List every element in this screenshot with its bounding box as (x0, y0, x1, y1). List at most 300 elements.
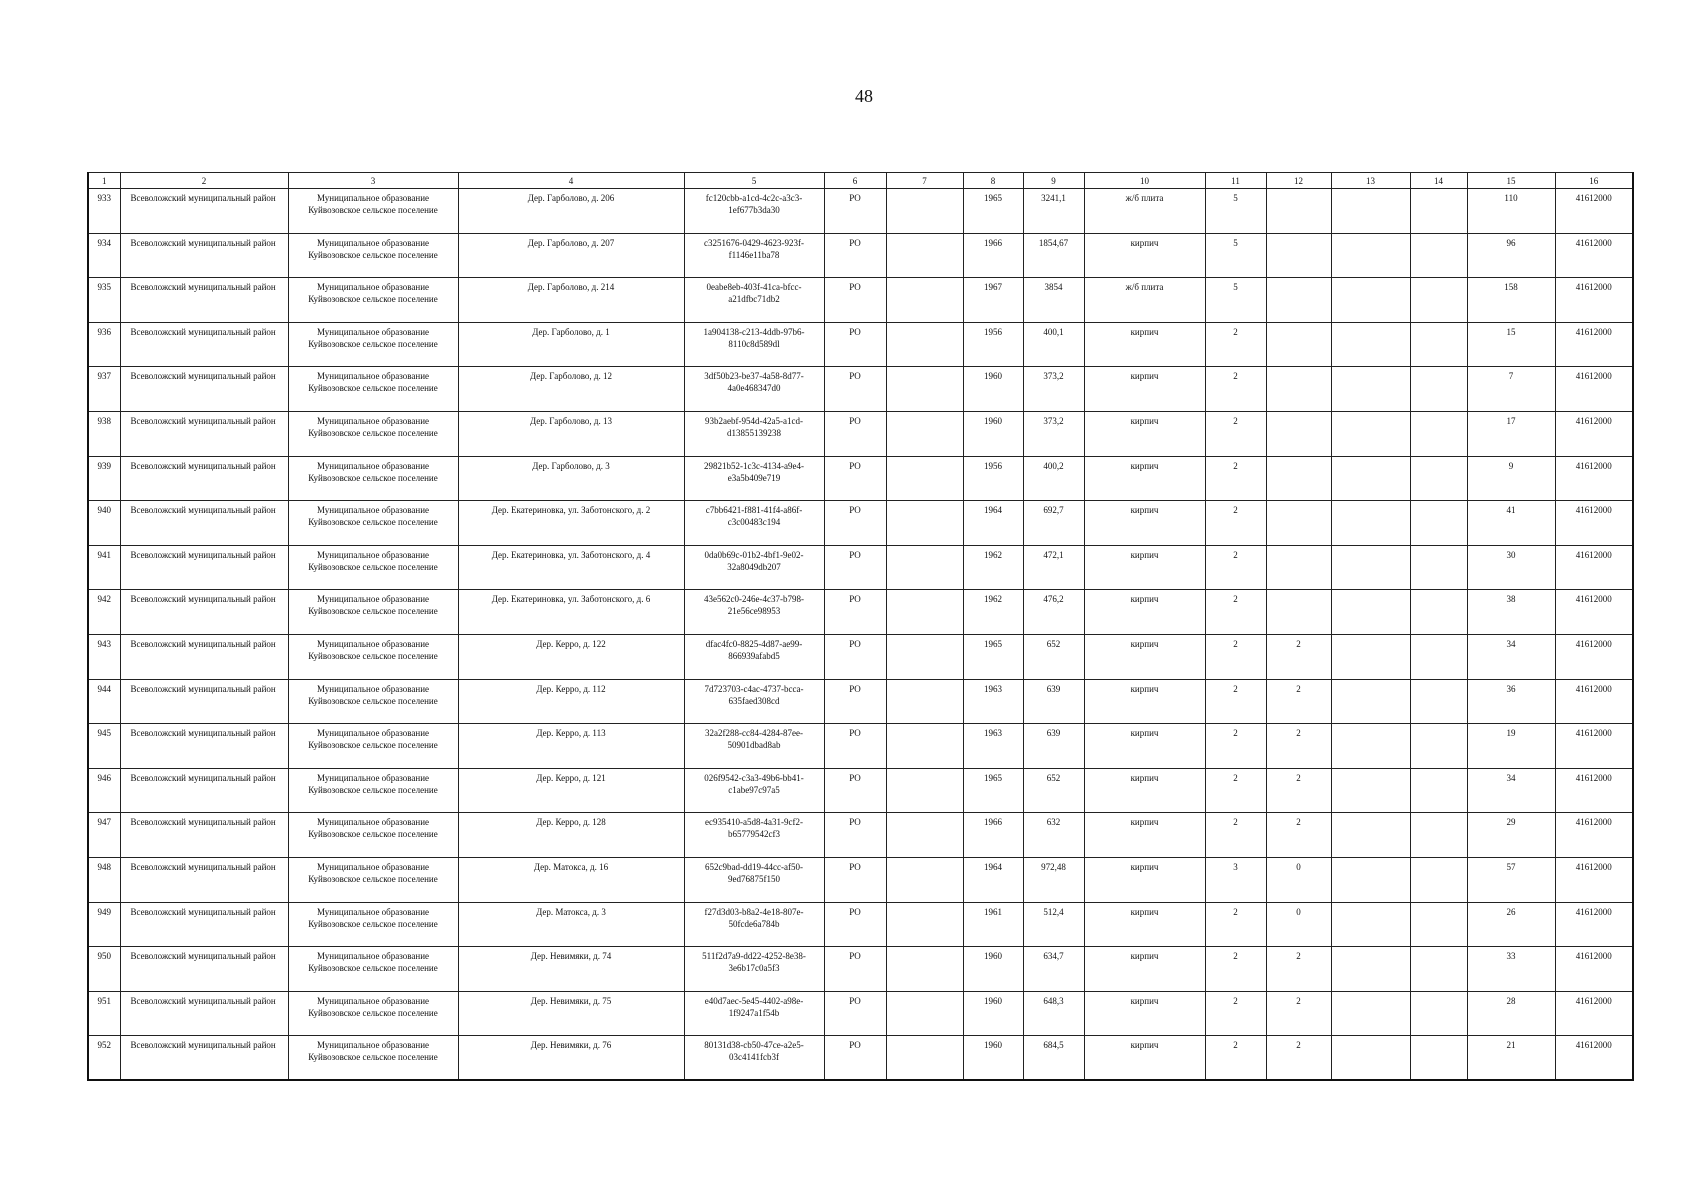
municipality-cell-text: Куйвозовское сельское поселение (308, 249, 438, 260)
oktmo-cell (1555, 278, 1633, 323)
column-13-cell (1331, 947, 1410, 992)
area-cell (1023, 947, 1084, 992)
guid-cell-text: 29821b52-1c3c-4134-a9e4- (704, 460, 804, 471)
municipality-cell-text: Куйвозовское сельское поселение (308, 517, 438, 528)
column-7-cell (886, 1036, 963, 1081)
municipality-cell-text: Куйвозовское сельское поселение (308, 383, 438, 394)
municipality-cell-text: Куйвозовское сельское поселение (308, 1052, 438, 1063)
column-13-cell (1331, 991, 1410, 1036)
guid-cell-text: 866939afabd5 (728, 650, 780, 661)
oktmo-cell (1555, 545, 1633, 590)
row-number-cell (88, 367, 120, 412)
district-cell (120, 991, 288, 1036)
column-7-cell (886, 947, 963, 992)
column-6-cell (824, 768, 886, 813)
column-14-cell (1410, 456, 1467, 501)
column-12-cell (1266, 902, 1331, 947)
guid-cell-text: c3c00483c194 (727, 517, 781, 528)
row-number-cell-text: 938 (97, 415, 111, 426)
material-cell-text: кирпич (1130, 951, 1159, 962)
oktmo-cell (1555, 813, 1633, 858)
column-7-cell (886, 411, 963, 456)
column-header-12: 12 (1266, 173, 1331, 189)
column-14-cell (1410, 411, 1467, 456)
guid-cell-text: a21dfbc71db2 (728, 294, 780, 305)
municipality-cell-text: Муниципальное образование (316, 906, 430, 917)
floors-cell (1205, 724, 1266, 769)
table-row (88, 456, 1633, 501)
floors-cell (1205, 857, 1266, 902)
municipality-cell-text: Куйвозовское сельское поселение (308, 338, 438, 349)
municipality-cell (288, 501, 458, 546)
table-row (88, 634, 1633, 679)
column-15-cell (1467, 991, 1555, 1036)
column-14-cell (1410, 813, 1467, 858)
year-cell-text: 1966 (984, 237, 1002, 248)
district-cell-text: Всеволожский муниципальный район (130, 772, 276, 783)
column-12-cell-text: 2 (1296, 817, 1301, 828)
year-cell (963, 456, 1023, 501)
district-cell (120, 1036, 288, 1081)
area-cell-text: 1854,67 (1038, 237, 1069, 248)
year-cell (963, 768, 1023, 813)
material-cell (1084, 947, 1205, 992)
material-cell (1084, 367, 1205, 412)
column-15-cell (1467, 456, 1555, 501)
column-14-cell (1410, 857, 1467, 902)
page-number: 48 (855, 86, 873, 106)
guid-cell (684, 768, 824, 813)
address-cell (458, 679, 684, 724)
column-6-cell (824, 322, 886, 367)
oktmo-cell-text: 41612000 (1575, 817, 1612, 828)
floors-cell-text: 2 (1233, 817, 1238, 828)
column-14-cell (1410, 278, 1467, 323)
oktmo-cell-text: 41612000 (1575, 594, 1612, 605)
column-header-14: 14 (1410, 173, 1467, 189)
year-cell-text: 1963 (984, 683, 1002, 694)
district-cell-text: Всеволожский муниципальный район (130, 415, 276, 426)
column-6-cell-text: РО (849, 683, 861, 694)
area-cell (1023, 724, 1084, 769)
row-number-cell (88, 634, 120, 679)
district-cell (120, 634, 288, 679)
floors-cell-text: 2 (1233, 638, 1238, 649)
floors-cell-text: 2 (1233, 415, 1238, 426)
municipality-cell-text: Муниципальное образование (316, 995, 430, 1006)
district-cell (120, 367, 288, 412)
table-row (88, 590, 1633, 635)
guid-cell-text: c3251676-0429-4623-923f- (704, 237, 804, 248)
address-cell-text: Дер. Невимяки, д. 74 (530, 951, 612, 962)
floors-cell-text: 2 (1233, 1040, 1238, 1051)
oktmo-cell (1555, 857, 1633, 902)
district-cell (120, 679, 288, 724)
column-14-cell (1410, 322, 1467, 367)
guid-cell (684, 902, 824, 947)
column-15-cell-text: 110 (1504, 193, 1518, 203)
district-cell (120, 857, 288, 902)
district-cell-text: Всеволожский муниципальный район (130, 460, 276, 471)
floors-cell (1205, 1036, 1266, 1081)
district-cell (120, 768, 288, 813)
column-12-cell (1266, 768, 1331, 813)
guid-cell-text: 80131d38-cb50-47ce-a2e5- (704, 1040, 804, 1051)
column-15-cell-text: 15 (1506, 326, 1516, 337)
district-cell (120, 545, 288, 590)
column-12-cell-text: 2 (1296, 683, 1301, 694)
guid-cell-text: 511f2d7a9-dd22-4252-8e38- (702, 951, 806, 962)
guid-cell-text: fc120cbb-a1cd-4c2c-a3c3- (705, 193, 803, 203)
row-number-cell-text: 934 (97, 237, 111, 248)
material-cell-text: кирпич (1130, 237, 1159, 248)
column-15-cell-text: 29 (1506, 817, 1516, 828)
column-6-cell (824, 545, 886, 590)
row-number-cell (88, 233, 120, 278)
guid-cell (684, 545, 824, 590)
floors-cell (1205, 634, 1266, 679)
column-12-cell-text: 2 (1296, 1040, 1301, 1051)
municipality-cell-text: Муниципальное образование (316, 282, 430, 293)
column-7-cell (886, 724, 963, 769)
municipality-cell-text: Куйвозовское сельское поселение (308, 963, 438, 974)
floors-cell-text: 2 (1233, 505, 1238, 516)
column-15-cell (1467, 724, 1555, 769)
district-cell-text: Всеволожский муниципальный район (130, 282, 276, 293)
column-12-cell (1266, 813, 1331, 858)
column-6-cell-text: РО (849, 772, 861, 783)
column-13-cell (1331, 857, 1410, 902)
address-cell-text: Дер. Гарболово, д. 214 (527, 282, 615, 293)
municipality-cell-text: Муниципальное образование (316, 326, 430, 337)
guid-cell-text: 1f9247a1f54b (728, 1007, 780, 1018)
district-cell (120, 724, 288, 769)
material-cell (1084, 634, 1205, 679)
column-13-cell (1331, 189, 1410, 234)
municipality-cell-text: Муниципальное образование (316, 638, 430, 649)
municipality-cell-text: Куйвозовское сельское поселение (308, 695, 438, 706)
municipality-cell-text: Муниципальное образование (316, 861, 430, 872)
municipality-cell-text: Муниципальное образование (316, 415, 430, 426)
district-cell-text: Всеволожский муниципальный район (130, 817, 276, 828)
year-cell (963, 634, 1023, 679)
column-6-cell (824, 1036, 886, 1081)
guid-cell-text: 21e56ce98953 (727, 606, 781, 617)
column-14-cell (1410, 634, 1467, 679)
year-cell-text: 1962 (984, 549, 1002, 560)
year-cell (963, 322, 1023, 367)
oktmo-cell-text: 41612000 (1575, 237, 1612, 248)
oktmo-cell-text: 41612000 (1575, 415, 1612, 426)
district-cell-text: Всеволожский муниципальный район (130, 728, 276, 739)
year-cell (963, 991, 1023, 1036)
column-7-cell (886, 501, 963, 546)
area-cell-text: 632 (1046, 817, 1061, 828)
material-cell (1084, 322, 1205, 367)
municipality-cell-text: Муниципальное образование (316, 1040, 430, 1051)
material-cell (1084, 189, 1205, 234)
column-12-cell (1266, 545, 1331, 590)
floors-cell (1205, 278, 1266, 323)
floors-cell (1205, 545, 1266, 590)
material-cell (1084, 679, 1205, 724)
address-cell (458, 590, 684, 635)
column-6-cell-text: РО (849, 1040, 861, 1051)
guid-cell (684, 679, 824, 724)
municipality-cell (288, 724, 458, 769)
year-cell-text: 1964 (984, 861, 1002, 872)
municipality-cell-text: Муниципальное образование (316, 772, 430, 783)
column-6-cell-text: РО (849, 282, 861, 293)
oktmo-cell (1555, 947, 1633, 992)
floors-cell-text: 2 (1233, 951, 1238, 962)
address-cell (458, 634, 684, 679)
municipality-cell-text: Куйвозовское сельское поселение (308, 740, 438, 751)
column-15-cell (1467, 902, 1555, 947)
column-13-cell (1331, 768, 1410, 813)
municipality-cell (288, 679, 458, 724)
address-cell-text: Дер. Керро, д. 128 (536, 817, 606, 828)
address-cell-text: Дер. Гарболово, д. 12 (530, 371, 612, 382)
year-cell-text: 1965 (984, 638, 1002, 649)
column-7-cell (886, 278, 963, 323)
column-13-cell (1331, 233, 1410, 278)
address-cell-text: Дер. Гарболово, д. 206 (527, 193, 615, 203)
area-cell (1023, 501, 1084, 546)
guid-cell (684, 590, 824, 635)
oktmo-cell-text: 41612000 (1575, 861, 1612, 872)
address-cell (458, 947, 684, 992)
address-cell (458, 189, 684, 234)
guid-cell-text: b65779542cf3 (728, 829, 780, 840)
column-15-cell-text: 7 (1508, 371, 1514, 382)
column-7-cell (886, 902, 963, 947)
row-number-cell (88, 278, 120, 323)
guid-cell-text: 652c9bad-dd19-44cc-af50- (705, 861, 803, 872)
row-number-cell-text: 939 (97, 460, 111, 471)
municipality-cell (288, 367, 458, 412)
column-7-cell (886, 322, 963, 367)
area-cell (1023, 679, 1084, 724)
municipality-cell-text: Муниципальное образование (316, 951, 430, 962)
municipality-cell-text: Муниципальное образование (316, 817, 430, 828)
table-row (88, 813, 1633, 858)
column-12-cell (1266, 233, 1331, 278)
column-15-cell (1467, 322, 1555, 367)
area-cell-text: 684,5 (1043, 1040, 1064, 1051)
column-12-cell (1266, 322, 1331, 367)
guid-cell (684, 1036, 824, 1081)
floors-cell-text: 2 (1233, 371, 1238, 382)
area-cell-text: 652 (1046, 772, 1061, 783)
address-cell (458, 902, 684, 947)
area-cell (1023, 411, 1084, 456)
floors-cell-text: 2 (1233, 326, 1238, 337)
column-6-cell-text: РО (849, 237, 861, 248)
address-cell (458, 456, 684, 501)
guid-cell (684, 367, 824, 412)
floors-cell (1205, 456, 1266, 501)
column-7-cell (886, 857, 963, 902)
column-6-cell-text: РО (849, 594, 861, 605)
column-15-cell (1467, 947, 1555, 992)
guid-cell-text: f1146e11ba78 (728, 249, 780, 260)
column-6-cell (824, 634, 886, 679)
column-header-5: 5 (684, 173, 824, 189)
area-cell-text: 373,2 (1043, 371, 1064, 382)
address-cell (458, 857, 684, 902)
column-7-cell (886, 813, 963, 858)
column-7-cell (886, 189, 963, 234)
column-12-cell-text: 0 (1296, 861, 1301, 872)
row-number-cell-text: 941 (97, 549, 111, 560)
column-14-cell (1410, 545, 1467, 590)
row-number-cell (88, 1036, 120, 1081)
column-12-cell (1266, 411, 1331, 456)
table-row (88, 545, 1633, 590)
district-cell-text: Всеволожский муниципальный район (130, 193, 276, 203)
column-6-cell (824, 991, 886, 1036)
column-12-cell (1266, 367, 1331, 412)
housing-registry-table (87, 172, 1634, 1081)
area-cell-text: 648,3 (1043, 995, 1064, 1006)
year-cell-text: 1962 (984, 594, 1002, 605)
floors-cell (1205, 768, 1266, 813)
address-cell-text: Дер. Матокса, д. 16 (533, 861, 609, 872)
oktmo-cell (1555, 902, 1633, 947)
guid-cell-text: d13855139238 (727, 427, 781, 438)
address-cell-text: Дер. Екатериновка, ул. Заботонского, д. 2 (491, 505, 651, 516)
column-13-cell (1331, 813, 1410, 858)
municipality-cell (288, 991, 458, 1036)
row-number-cell-text: 935 (97, 282, 111, 293)
column-6-cell-text: РО (849, 460, 861, 471)
column-12-cell (1266, 501, 1331, 546)
oktmo-cell (1555, 189, 1633, 234)
table-row (88, 991, 1633, 1036)
table-row (88, 367, 1633, 412)
area-cell-text: 972,48 (1041, 861, 1066, 872)
year-cell (963, 724, 1023, 769)
material-cell (1084, 590, 1205, 635)
column-header-10: 10 (1084, 173, 1205, 189)
floors-cell (1205, 322, 1266, 367)
material-cell-text: ж/б плита (1125, 193, 1164, 203)
district-cell-text: Всеволожский муниципальный район (130, 549, 276, 560)
material-cell-text: кирпич (1130, 683, 1159, 694)
column-6-cell-text: РО (849, 415, 861, 426)
column-6-cell (824, 367, 886, 412)
column-7-cell (886, 456, 963, 501)
area-cell-text: 3854 (1044, 282, 1063, 293)
column-7-cell (886, 679, 963, 724)
year-cell-text: 1956 (984, 460, 1002, 471)
floors-cell-text: 2 (1233, 772, 1238, 783)
column-15-cell (1467, 857, 1555, 902)
guid-cell (684, 501, 824, 546)
row-number-cell (88, 724, 120, 769)
column-15-cell (1467, 768, 1555, 813)
guid-cell (684, 233, 824, 278)
municipality-cell-text: Куйвозовское сельское поселение (308, 561, 438, 572)
floors-cell-text: 2 (1233, 995, 1238, 1006)
municipality-cell-text: Муниципальное образование (316, 594, 430, 605)
guid-cell-text: 50901dbad8ab (727, 740, 781, 751)
column-6-cell (824, 189, 886, 234)
district-cell (120, 322, 288, 367)
column-15-cell (1467, 1036, 1555, 1081)
column-7-cell (886, 991, 963, 1036)
address-cell-text: Дер. Матокса, д. 3 (536, 906, 606, 917)
guid-cell (684, 278, 824, 323)
area-cell-text: 400,1 (1043, 326, 1064, 337)
column-14-cell (1410, 590, 1467, 635)
year-cell (963, 411, 1023, 456)
column-12-cell (1266, 634, 1331, 679)
guid-cell (684, 322, 824, 367)
floors-cell (1205, 367, 1266, 412)
column-15-cell-text: 26 (1506, 906, 1516, 917)
year-cell-text: 1965 (984, 772, 1002, 783)
district-cell (120, 902, 288, 947)
column-6-cell-text: РО (849, 995, 861, 1006)
column-13-cell (1331, 1036, 1410, 1081)
floors-cell-text: 2 (1233, 683, 1238, 694)
oktmo-cell (1555, 991, 1633, 1036)
column-15-cell-text: 158 (1504, 282, 1518, 293)
column-header-16: 16 (1555, 173, 1633, 189)
district-cell-text: Всеволожский муниципальный район (130, 505, 276, 516)
district-cell-text: Всеволожский муниципальный район (130, 594, 276, 605)
column-15-cell-text: 33 (1506, 951, 1516, 962)
oktmo-cell-text: 41612000 (1575, 728, 1612, 739)
column-13-cell (1331, 634, 1410, 679)
column-6-cell (824, 456, 886, 501)
floors-cell-text: 5 (1233, 282, 1238, 293)
year-cell (963, 189, 1023, 234)
table-row (88, 724, 1633, 769)
row-number-cell-text: 943 (97, 638, 111, 649)
column-12-cell (1266, 1036, 1331, 1081)
guid-cell-text: 3df50b23-be37-4a58-8d77- (704, 371, 804, 382)
row-number-cell-text: 936 (97, 326, 111, 337)
oktmo-cell (1555, 590, 1633, 635)
district-cell (120, 501, 288, 546)
floors-cell-text: 2 (1233, 549, 1238, 560)
district-cell-text: Всеволожский муниципальный район (130, 371, 276, 382)
guid-cell (684, 456, 824, 501)
municipality-cell-text: Муниципальное образование (316, 193, 430, 203)
area-cell-text: 634,7 (1043, 951, 1064, 962)
floors-cell-text: 2 (1233, 906, 1238, 917)
district-cell-text: Всеволожский муниципальный район (130, 683, 276, 694)
floors-cell-text: 5 (1233, 193, 1238, 203)
material-cell-text: кирпич (1130, 995, 1159, 1006)
year-cell (963, 1036, 1023, 1081)
column-14-cell (1410, 367, 1467, 412)
area-cell-text: 472,1 (1043, 549, 1064, 560)
column-6-cell-text: РО (849, 505, 861, 516)
area-cell-text: 639 (1046, 728, 1061, 739)
area-cell-text: 652 (1046, 638, 1061, 649)
floors-cell (1205, 233, 1266, 278)
address-cell (458, 367, 684, 412)
material-cell (1084, 456, 1205, 501)
municipality-cell (288, 947, 458, 992)
oktmo-cell-text: 41612000 (1575, 460, 1612, 471)
material-cell (1084, 857, 1205, 902)
material-cell (1084, 278, 1205, 323)
